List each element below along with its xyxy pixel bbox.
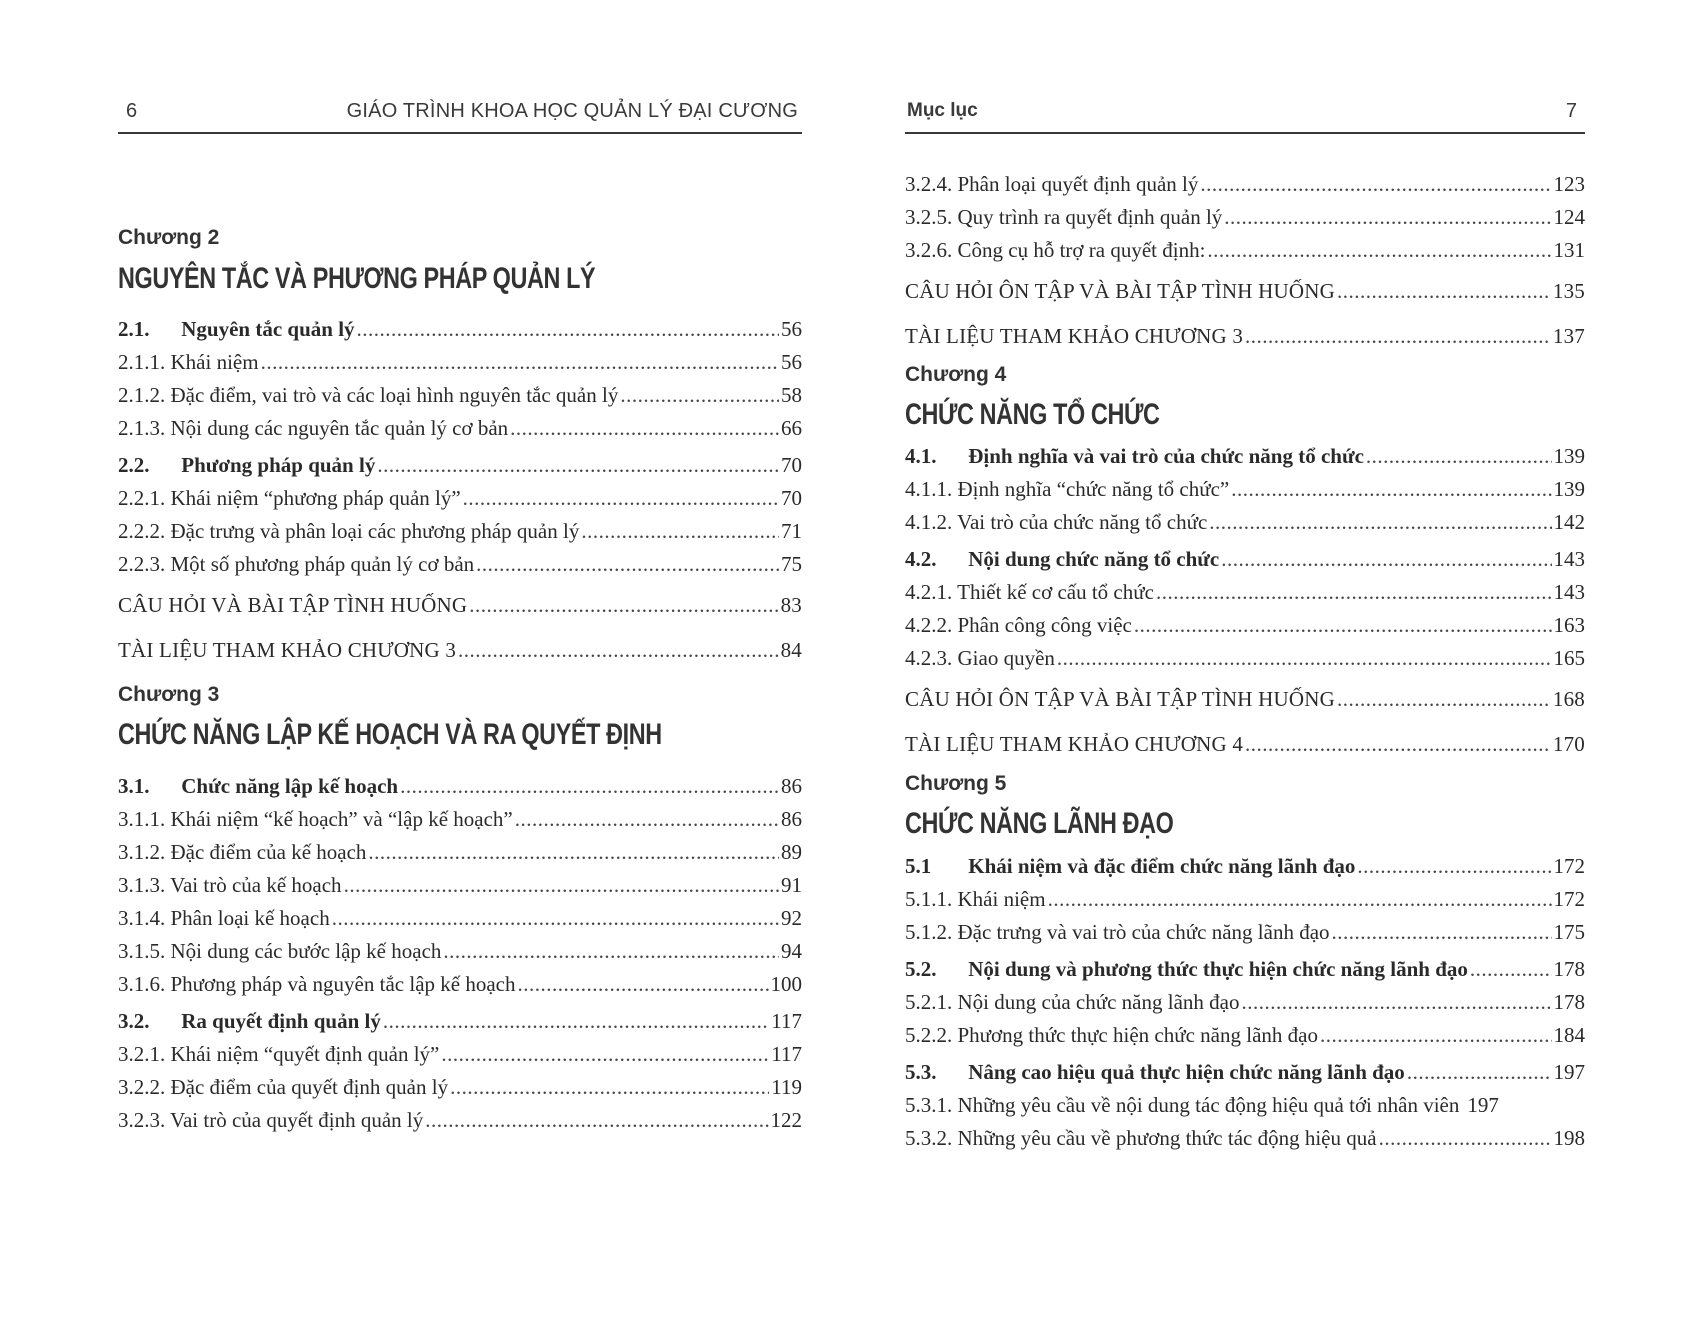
toc-entry-text: Đặc trưng và vai trò của chức năng lãnh đạo [957, 920, 1330, 944]
toc-entry-number: 4.2. [905, 547, 937, 571]
dot-leader [458, 630, 779, 671]
toc-entry-number: 3.2.4. [905, 172, 953, 196]
chapter-3-continued-toc [905, 168, 1585, 357]
toc-entry-label [905, 1019, 1318, 1052]
toc-entry [118, 935, 802, 968]
toc-entry-text: Khái niệm “quyết định quản lý” [170, 1042, 440, 1066]
toc-entry-label [905, 986, 1239, 1019]
toc-entry-page: 86 [781, 807, 802, 831]
toc-entry [118, 548, 802, 581]
toc-entry-number: 5.1 [905, 854, 932, 878]
dot-leader [400, 770, 779, 803]
toc-entry-label [905, 724, 1243, 765]
toc-entry-number: 5.3.2. [905, 1126, 953, 1150]
dot-leader [1470, 953, 1552, 986]
toc-entry-page: 165 [1553, 646, 1585, 670]
toc-entry-text: Nâng cao hiệu quả thực hiện chức năng lãnh đạo [968, 1060, 1405, 1084]
toc-entry-label [118, 1038, 439, 1071]
toc-entry-text: Giao quyền [957, 646, 1055, 670]
dot-leader [450, 1071, 769, 1104]
dot-leader [441, 1038, 769, 1071]
toc-entry [905, 883, 1585, 916]
toc-entry-page: 122 [770, 1108, 802, 1132]
toc-entry [905, 506, 1585, 539]
toc-entry-number: 5.3.1. [905, 1093, 953, 1117]
toc-entry [905, 1056, 1585, 1089]
toc-entry-text: Đặc điểm, vai trò và các loại hình nguyên tắc quản lý [170, 383, 619, 407]
dot-leader [1407, 1056, 1552, 1089]
toc-entry [118, 869, 802, 902]
dot-leader [510, 412, 779, 445]
dot-leader [1209, 506, 1551, 539]
toc-entry-page: 135 [1552, 279, 1585, 303]
toc-entry [118, 313, 802, 346]
toc-entry-number: 2.1.2. [118, 383, 166, 407]
toc-entry-number: 3.1.3. [118, 873, 166, 897]
toc-entry-label [905, 642, 1055, 675]
toc-entry-text: Nguyên tắc quản lý [181, 317, 355, 341]
toc-entry [905, 850, 1585, 883]
toc-entry-number: 4.2.3. [905, 646, 953, 670]
toc-entry-text: Quy trình ra quyết định quản lý [957, 205, 1223, 229]
dot-leader [1245, 724, 1551, 765]
toc-entry-page: 100 [770, 972, 802, 996]
toc-entry-number: 4.1.1. [905, 477, 953, 501]
toc-entry-text: Phương thức thực hiện chức năng lãnh đạo [957, 1023, 1318, 1047]
toc-entry [905, 576, 1585, 609]
toc-entry-number: 3.1.2. [118, 840, 166, 864]
toc-entry-label [118, 548, 474, 581]
toc-entry-text: Nội dung chức năng tổ chức [968, 547, 1220, 571]
toc-entry-number: 5.3. [905, 1060, 937, 1084]
dot-leader [1057, 642, 1552, 675]
toc-entry-label [118, 412, 508, 445]
dot-leader [357, 313, 779, 346]
toc-entry-page: 168 [1552, 687, 1585, 711]
toc-entry [118, 803, 802, 836]
toc-entry-page: 184 [1553, 1023, 1585, 1047]
toc-entry-number: 3.1.6. [118, 972, 166, 996]
toc-entry-number: 5.2.1. [905, 990, 953, 1014]
toc-entry-label [118, 630, 456, 671]
toc-entry-label [905, 916, 1330, 949]
toc-entry [118, 770, 802, 803]
toc-entry-label [118, 869, 342, 902]
toc-entry-page: 143 [1553, 547, 1585, 571]
toc-entry-label [118, 1005, 381, 1038]
toc-entry-label [905, 473, 1229, 506]
toc-entry-text: Phương pháp và nguyên tắc lập kế hoạch [170, 972, 516, 996]
left-page-number: 6 [126, 100, 138, 122]
toc-entry-page: 75 [781, 552, 802, 576]
toc-entry [118, 482, 802, 515]
toc-entry-number: 2.2. [118, 453, 150, 477]
dot-leader [620, 379, 779, 412]
toc-entry [118, 412, 802, 445]
toc-entry-page: 86 [781, 774, 802, 798]
toc-entry [905, 642, 1585, 675]
toc-entry-number: 4.2.2. [905, 613, 953, 637]
toc-entry-page: 91 [781, 873, 802, 897]
toc-entry-page: 197 [1467, 1093, 1499, 1117]
toc-entry-label [905, 440, 1364, 473]
toc-entry-number: 4.2.1. [905, 580, 953, 604]
toc-entry-label [905, 576, 1154, 609]
toc-entry-text: Phân công công việc [957, 613, 1132, 637]
toc-entry-page: 117 [771, 1042, 802, 1066]
chapter-3-toc [118, 770, 802, 1137]
book-title-header: GIÁO TRÌNH KHOA HỌC QUẢN LÝ ĐẠI CƯƠNG [346, 100, 798, 122]
toc-entry-page: 84 [780, 638, 802, 662]
toc-entry-label [118, 902, 330, 935]
toc-entry-page: 139 [1553, 444, 1585, 468]
toc-entry-number: 3.2. [118, 1009, 150, 1033]
toc-entry [118, 379, 802, 412]
toc-entry-text: Đặc điểm của kế hoạch [170, 840, 367, 864]
toc-entry-label [905, 543, 1219, 576]
toc-entry-number: 3.1.4. [118, 906, 166, 930]
toc-entry-label [905, 1122, 1377, 1155]
toc-entry-label [118, 515, 579, 548]
toc-entry-page: 94 [781, 939, 802, 963]
toc-entry-number: 3.2.6. [905, 238, 953, 262]
dot-leader [1337, 679, 1551, 720]
toc-entry-text: Ra quyết định quản lý [181, 1009, 381, 1033]
toc-entry-number: 4.1.2. [905, 510, 953, 534]
chapter-5-title: CHỨC NĂNG LÃNH ĐẠO [905, 807, 1174, 840]
toc-entry-label [905, 271, 1335, 312]
dot-leader [1207, 234, 1551, 267]
toc-entry-text: Một số phương pháp quản lý cơ bản [170, 552, 475, 576]
chapter-2-title: NGUYÊN TẮC VÀ PHƯƠNG PHÁP QUẢN LÝ [118, 262, 596, 295]
toc-entry-page: 70 [781, 453, 802, 477]
chapter-2-toc [118, 313, 802, 671]
toc-entry-label [118, 770, 398, 803]
toc-entry-label [905, 679, 1335, 720]
dot-leader [1231, 473, 1551, 506]
dot-leader [332, 902, 779, 935]
toc-entry [118, 1104, 802, 1137]
toc-entry-page: 66 [781, 416, 802, 440]
toc-entry [118, 346, 802, 379]
toc-entry-label [905, 168, 1198, 201]
toc-entry-text: Khái niệm [957, 887, 1046, 911]
toc-entry-page: 178 [1553, 990, 1585, 1014]
dot-leader [383, 1005, 769, 1038]
chapter-3-label: Chương 3 [118, 683, 220, 706]
dot-leader [1379, 1122, 1552, 1155]
toc-entry-number: 2.2.1. [118, 486, 166, 510]
toc-entry [118, 1005, 802, 1038]
toc-entry [905, 953, 1585, 986]
toc-entry-page: 172 [1553, 887, 1585, 911]
toc-entry-number: 3.2.3. [118, 1108, 166, 1132]
toc-entry-text: Định nghĩa “chức năng tổ chức” [957, 477, 1230, 501]
toc-entry-number: 2.2.2. [118, 519, 166, 543]
toc-entry-label [905, 1056, 1405, 1089]
toc-entry-page: 92 [781, 906, 802, 930]
toc-entry [905, 440, 1585, 473]
toc-entry-label [118, 313, 355, 346]
toc-entry-page: 170 [1552, 732, 1585, 756]
dot-leader [1366, 440, 1552, 473]
toc-entry-number: 3.2.5. [905, 205, 953, 229]
toc-entry-text: Nội dung của chức năng lãnh đạo [957, 990, 1240, 1014]
toc-entry-label [905, 506, 1207, 539]
toc-entry [118, 836, 802, 869]
toc-entry-number: 5.1.1. [905, 887, 953, 911]
toc-entry-label [118, 379, 618, 412]
toc-entry-page: 139 [1553, 477, 1585, 501]
toc-entry-page: 58 [781, 383, 802, 407]
dot-leader [1320, 1019, 1552, 1052]
dot-leader [1241, 986, 1551, 1019]
toc-entry-page: 137 [1552, 324, 1585, 348]
chapter-2-label: Chương 2 [118, 226, 220, 249]
toc-entry-number: 3.2.1. [118, 1042, 166, 1066]
right-page-header [905, 96, 1585, 134]
toc-entry [905, 234, 1585, 267]
toc-entry-text: Vai trò của chức năng tổ chức [957, 510, 1208, 534]
chapter-4-title: CHỨC NĂNG TỔ CHỨC [905, 398, 1160, 431]
dot-leader [1048, 883, 1552, 916]
dot-leader [1200, 168, 1551, 201]
toc-entry-text: Nội dung và phương thức thực hiện chức năng lãnh đạo [968, 957, 1468, 981]
toc-entry-text: Phân loại quyết định quản lý [957, 172, 1199, 196]
toc-entry-text: Chức năng lập kế hoạch [181, 774, 399, 798]
toc-entry-text: CÂU HỎI ÔN TẬP VÀ BÀI TẬP TÌNH HUỐNG [905, 687, 1335, 711]
toc-entry-page: 119 [771, 1075, 802, 1099]
toc-entry-text: TÀI LIỆU THAM KHẢO CHƯƠNG 3 [118, 638, 457, 662]
toc-entry-page: 172 [1553, 854, 1585, 878]
left-page-header [118, 96, 802, 134]
toc-entry-text: Khái niệm [170, 350, 259, 374]
toc-entry-label [118, 585, 467, 626]
dot-leader [377, 449, 779, 482]
toc-entry-page: 56 [781, 350, 802, 374]
toc-entry [905, 724, 1585, 765]
chapter-4-label: Chương 4 [905, 363, 1007, 386]
toc-entry-page: 56 [781, 317, 802, 341]
toc-entry-page: 89 [781, 840, 802, 864]
toc-entry-number: 5.2. [905, 957, 937, 981]
toc-entry [905, 316, 1585, 357]
toc-entry-page: 178 [1553, 957, 1585, 981]
toc-entry-label [118, 836, 366, 869]
dot-leader [1357, 850, 1551, 883]
toc-entry-page: 117 [771, 1009, 802, 1033]
toc-entry-label [118, 803, 513, 836]
toc-entry-number: 2.1. [118, 317, 150, 341]
toc-entry-text: Phân loại kế hoạch [170, 906, 330, 930]
toc-entry-page: 131 [1553, 238, 1585, 262]
toc-entry-text: TÀI LIỆU THAM KHẢO CHƯƠNG 3 [905, 324, 1244, 348]
toc-entry-number: 5.1.2. [905, 920, 953, 944]
toc-entry [905, 1089, 1585, 1122]
chapter-5-label: Chương 5 [905, 772, 1007, 795]
toc-entry-text: Phương pháp quản lý [181, 453, 376, 477]
toc-entry-label [118, 968, 515, 1001]
chapter-3-title: CHỨC NĂNG LẬP KẾ HOẠCH VÀ RA QUYẾT ĐỊNH [118, 718, 662, 751]
contents-header: Mục lục [907, 100, 978, 121]
toc-entry-number: 2.2.3. [118, 552, 166, 576]
toc-entry-label [905, 883, 1046, 916]
toc-entry [118, 902, 802, 935]
toc-entry-text: Định nghĩa và vai trò của chức năng tổ chức [968, 444, 1364, 468]
toc-entry [905, 168, 1585, 201]
dot-leader [443, 935, 779, 968]
toc-entry-page: 70 [781, 486, 802, 510]
toc-entry-text: Thiết kế cơ cấu tổ chức [957, 580, 1154, 604]
dot-leader [515, 803, 779, 836]
dot-leader [469, 585, 778, 626]
toc-entry-label [118, 449, 375, 482]
dot-leader [368, 836, 779, 869]
toc-entry-text: Khái niệm “phương pháp quản lý” [170, 486, 461, 510]
dot-leader [1156, 576, 1552, 609]
dot-leader [476, 548, 779, 581]
toc-entry-number: 3.1. [118, 774, 150, 798]
toc-entry-label [905, 609, 1132, 642]
toc-entry-page: 71 [781, 519, 802, 543]
toc-entry-label [118, 346, 259, 379]
toc-entry-label [905, 850, 1355, 883]
toc-entry-page: 163 [1553, 613, 1585, 637]
toc-entry-label [118, 935, 441, 968]
toc-entry-label [905, 316, 1243, 357]
toc-entry-label [118, 1104, 423, 1137]
dot-leader [344, 869, 779, 902]
toc-entry [118, 1038, 802, 1071]
toc-entry-text: Đặc điểm của quyết định quản lý [170, 1075, 449, 1099]
toc-entry-text: Vai trò của kế hoạch [170, 873, 342, 897]
dot-leader [1332, 916, 1552, 949]
dot-leader [261, 346, 779, 379]
toc-entry-text: Khái niệm “kế hoạch” và “lập kế hoạch” [170, 807, 513, 831]
toc-entry [905, 986, 1585, 1019]
toc-entry [118, 630, 802, 671]
toc-entry-text: CÂU HỎI ÔN TẬP VÀ BÀI TẬP TÌNH HUỐNG [905, 279, 1335, 303]
toc-entry [905, 1122, 1585, 1155]
toc-entry-number: 2.1.1. [118, 350, 166, 374]
dot-leader [517, 968, 768, 1001]
toc-entry-text: Những yêu cầu về nội dung tác động hiệu quả tới nhân viên [957, 1093, 1460, 1117]
toc-entry [905, 609, 1585, 642]
toc-entry-label [905, 201, 1222, 234]
dot-leader [1134, 609, 1552, 642]
toc-entry-page: 198 [1553, 1126, 1585, 1150]
toc-entry [905, 543, 1585, 576]
toc-entry [118, 515, 802, 548]
toc-entry [905, 201, 1585, 234]
dot-leader [581, 515, 779, 548]
toc-entry-label [118, 482, 461, 515]
toc-entry [118, 968, 802, 1001]
toc-entry [118, 585, 802, 626]
dot-leader [1221, 543, 1551, 576]
dot-leader [463, 482, 779, 515]
right-page-number: 7 [1565, 100, 1577, 122]
toc-entry [905, 679, 1585, 720]
toc-entry-number: 4.1. [905, 444, 937, 468]
toc-entry-page: 175 [1553, 920, 1585, 944]
toc-entry-label [905, 234, 1205, 267]
toc-entry-page: 83 [780, 593, 802, 617]
toc-entry-text: Vai trò của quyết định quản lý [170, 1108, 424, 1132]
toc-entry-page: 124 [1553, 205, 1585, 229]
toc-entry [905, 1019, 1585, 1052]
toc-entry-label [905, 1089, 1459, 1122]
toc-entry-number: 3.1.5. [118, 939, 166, 963]
toc-entry-number: 3.1.1. [118, 807, 166, 831]
dot-leader [1224, 201, 1551, 234]
toc-entry-page: 197 [1553, 1060, 1585, 1084]
toc-entry-text: Khái niệm và đặc điểm chức năng lãnh đạo [968, 854, 1356, 878]
toc-entry [118, 1071, 802, 1104]
toc-entry-label [118, 1071, 448, 1104]
toc-entry-text: Những yêu cầu về phương thức tác động hiệu quả [957, 1126, 1377, 1150]
chapter-5-toc [905, 850, 1585, 1155]
toc-entry-text: TÀI LIỆU THAM KHẢO CHƯƠNG 4 [905, 732, 1244, 756]
toc-entry [905, 271, 1585, 312]
toc-entry-text: Công cụ hỗ trợ ra quyết định: [957, 238, 1206, 262]
toc-entry-number: 3.2.2. [118, 1075, 166, 1099]
toc-entry [118, 449, 802, 482]
toc-entry-page: 142 [1553, 510, 1585, 534]
dot-leader [425, 1104, 768, 1137]
toc-entry-label [905, 953, 1468, 986]
dot-leader [1245, 316, 1551, 357]
toc-entry-number: 5.2.2. [905, 1023, 953, 1047]
toc-entry-page: 123 [1553, 172, 1585, 196]
toc-entry [905, 473, 1585, 506]
toc-entry-text: Nội dung các bước lập kế hoạch [170, 939, 442, 963]
toc-entry-page: 143 [1553, 580, 1585, 604]
dot-leader [1337, 271, 1551, 312]
chapter-4-toc [905, 440, 1585, 765]
toc-entry-number: 2.1.3. [118, 416, 166, 440]
toc-entry-text: Đặc trưng và phân loại các phương pháp quản lý [170, 519, 580, 543]
toc-entry [905, 916, 1585, 949]
toc-entry-text: CÂU HỎI VÀ BÀI TẬP TÌNH HUỐNG [118, 593, 468, 617]
toc-entry-text: Nội dung các nguyên tắc quản lý cơ bản [170, 416, 509, 440]
